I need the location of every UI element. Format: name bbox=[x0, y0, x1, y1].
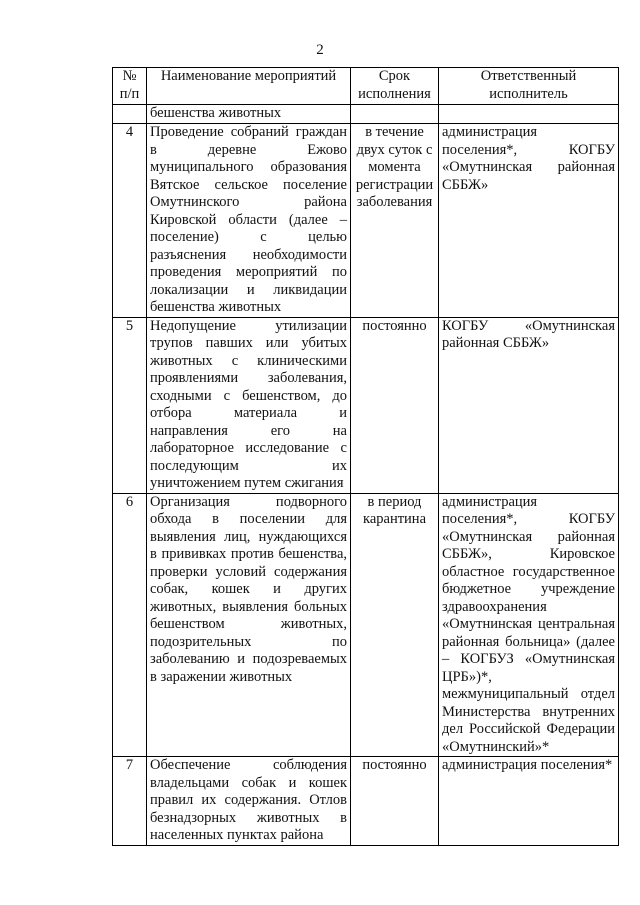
row-number: 7 bbox=[113, 757, 147, 846]
row-responsible: администрация поселения*, КОГБУ «Омутнинская районная СББЖ» bbox=[439, 124, 619, 318]
header-num: № п/п bbox=[113, 68, 147, 105]
continuation-responsible-cell bbox=[439, 105, 619, 124]
row-number: 5 bbox=[113, 317, 147, 493]
table-row bbox=[113, 317, 619, 493]
row-name: Организация подворного обхода в поселении для выявления лиц, нуждающихся в прививках против бешенства, проверки условий содержания собак, кошек и других животных, выявления больных бешенством животных, подозрительных по заболеванию и подозреваемых в заражении животных bbox=[147, 493, 351, 757]
row-name: Проведение собраний граждан в деревне Ежово муниципального образования Вятское сельское поселение Омутнинского района Кировской области (далее – поселение) с целью разъяснения необходимости проведения мероприятий по локализации и ликвидации бешенства животных bbox=[147, 124, 351, 318]
header-term: Срок исполнения bbox=[351, 68, 439, 105]
row-number: 6 bbox=[113, 493, 147, 757]
header-name: Наименование мероприятий bbox=[147, 68, 351, 105]
table-row bbox=[113, 757, 619, 846]
continuation-num-cell bbox=[113, 105, 147, 124]
row-number: 4 bbox=[113, 124, 147, 318]
row-name: Недопущение утилизации трупов павших или убитых животных с клиническими проявлениями заболевания, сходными с бешенством, до отбора материала и направления его на лабораторное исследование с последующим их уничтожением путем сжигания bbox=[147, 317, 351, 493]
row-term: в период карантина bbox=[351, 493, 439, 757]
header-responsible: Ответственный исполнитель bbox=[439, 68, 619, 105]
continuation-term-cell bbox=[351, 105, 439, 124]
row-term: постоянно bbox=[351, 317, 439, 493]
continuation-row bbox=[113, 105, 619, 124]
table-row bbox=[113, 493, 619, 757]
continuation-text: бешенства животных bbox=[147, 105, 351, 124]
table-row bbox=[113, 124, 619, 318]
row-name: Обеспечение соблюдения владельцами собак и кошек правил их содержания. Отлов безнадзорных животных в населенных пунктах района bbox=[147, 757, 351, 846]
page-number: 2 bbox=[316, 42, 324, 58]
table-header-row bbox=[113, 68, 619, 105]
row-responsible: КОГБУ «Омутнинская районная СББЖ» bbox=[439, 317, 619, 493]
measures-table bbox=[112, 67, 619, 846]
row-term: постоянно bbox=[351, 757, 439, 846]
row-responsible: администрация поселения*, КОГБУ «Омутнинская районная СББЖ», Кировское областное государственное бюджетное учреждение здравоохранения «Омутнинская центральная районная больница» (далее – КОГБУЗ «Омутнинская ЦРБ»)*, межмуниципальный отдел Министерства внутренних дел Российской Федерации «Омутнинский»* bbox=[439, 493, 619, 757]
row-responsible: администрация поселения* bbox=[439, 757, 619, 846]
row-term: в течение двух суток с момента регистрации заболевания bbox=[351, 124, 439, 318]
